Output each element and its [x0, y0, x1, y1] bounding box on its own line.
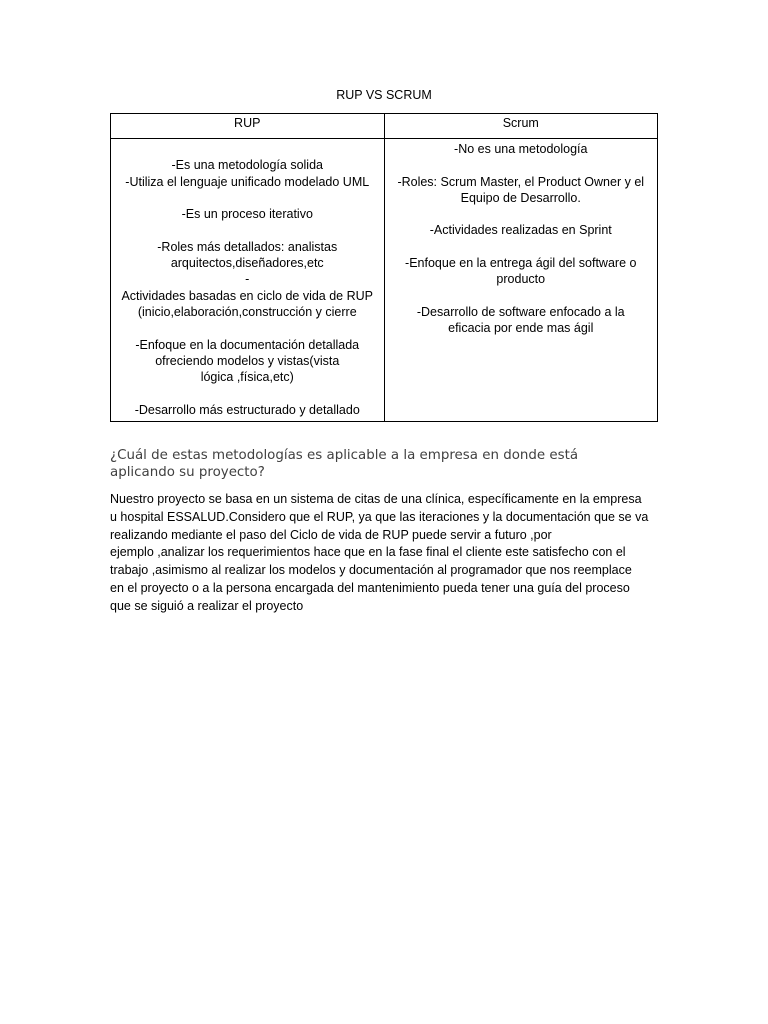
scrum-line: -Enfoque en la entrega ágil del software o	[405, 256, 637, 271]
scrum-line: -No es una metodología	[454, 142, 588, 156]
question-line: ¿Cuál de estas metodologías es aplicable a la empresa en donde está	[110, 448, 579, 463]
answer-line: en el proyecto o a la persona encargada del mantenimiento pueda tener una guía del proceso	[110, 580, 630, 595]
rup-line: lógica ,física,etc)	[200, 370, 294, 385]
rup-line	[119, 141, 376, 157]
rup-cell	[111, 139, 385, 422]
scrum-cell	[384, 139, 658, 422]
rup-line	[119, 190, 376, 206]
question-heading	[110, 448, 658, 481]
document-title: RUP VS SCRUM	[336, 88, 432, 102]
scrum-line: eficacia por ende mas ágil	[448, 321, 594, 336]
rup-line: -Enfoque en la documentación detallada	[135, 337, 360, 352]
answer-line: trabajo ,asimismo al realizar los modelos y documentación al programador que nos reemplace	[110, 563, 632, 578]
scrum-line	[393, 157, 650, 173]
rup-line: -Utiliza el lenguaje unificado modelado UML	[125, 174, 370, 189]
rup-line: -Es un proceso iterativo	[181, 207, 313, 222]
scrum-line: -Desarrollo de software enfocado a la	[416, 304, 625, 319]
rup-line: -Desarrollo más estructurado y detallado	[134, 402, 360, 417]
answer-paragraph	[110, 491, 662, 616]
rup-line	[119, 222, 376, 238]
answer-line: Nuestro proyecto se basa en un sistema de citas de una clínica, específicamente en la empresa	[110, 492, 642, 506]
rup-line: (inicio,elaboración,construcción y cierre	[137, 304, 357, 319]
rup-line: ofreciendo modelos y vistas(vista	[155, 353, 340, 368]
answer-line: que se siguió a realizar el proyecto	[110, 598, 304, 613]
rup-line: -Roles más detallados: analistas	[157, 239, 338, 254]
scrum-line: -Actividades realizadas en Sprint	[429, 223, 612, 238]
rup-line: Actividades basadas en ciclo de vida de RUP	[121, 288, 374, 303]
scrum-line: Equipo de Desarrollo.	[460, 190, 581, 205]
scrum-line	[393, 239, 650, 255]
answer-line: realizando mediante el paso del Ciclo de vida de RUP puede servir a futuro ,por	[110, 527, 552, 542]
table-row	[111, 139, 658, 422]
question-line: aplicando su proyecto?	[110, 464, 265, 480]
answer-line: u hospital ESSALUD.Considero que el RUP, ya que las iteraciones y la documentación que se va	[110, 509, 649, 524]
scrum-line	[393, 206, 650, 222]
answer-line: ejemplo ,analizar los requerimientos hace que en la fase final el cliente este satisfecho con el	[110, 545, 626, 560]
scrum-line: producto	[496, 272, 546, 287]
rup-line	[119, 320, 376, 336]
rup-line: arquitectos,diseñadores,etc	[170, 256, 324, 271]
header-scrum: Scrum	[384, 114, 658, 139]
comparison-table	[110, 113, 658, 422]
scrum-line	[393, 288, 650, 304]
scrum-line: -Roles: Scrum Master, el Product Owner y el	[397, 174, 645, 189]
table-header-row	[111, 114, 658, 139]
rup-line	[119, 385, 376, 401]
rup-line: -	[245, 272, 250, 287]
rup-line: -Es una metodología solida	[171, 158, 323, 173]
header-rup: RUP	[111, 114, 385, 139]
